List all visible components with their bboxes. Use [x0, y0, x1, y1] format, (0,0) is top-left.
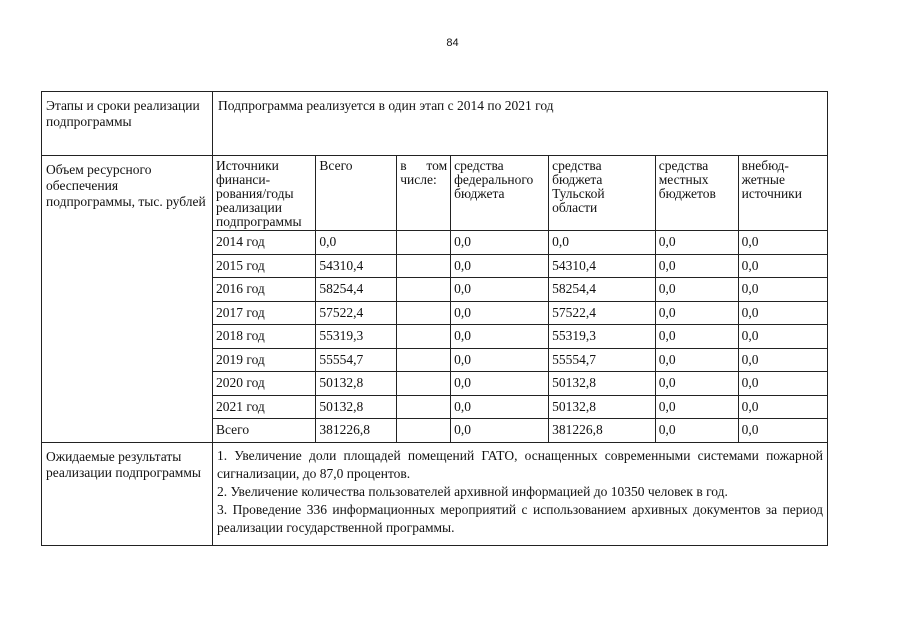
results-label: Ожидаемые результаты реализации подпрограммы: [46, 448, 201, 480]
header-including-line2: числе:: [400, 172, 437, 187]
result-item: 1. Увеличение доли площадей помещений ГАТО, оснащенных современными системами пожарной сигнализации, до 87,0 процентов.: [217, 447, 823, 481]
federal-cell: 0,0: [451, 372, 549, 396]
year-cell: 2017 год: [213, 301, 316, 325]
year-cell: 2021 год: [213, 395, 316, 419]
header-including: [397, 156, 451, 231]
header-total: Всего: [316, 156, 397, 231]
header-extra: внебюд-жетные источники: [738, 156, 827, 231]
header-including-left: в: [400, 158, 407, 173]
header-including-right: том: [426, 158, 448, 173]
federal-cell: 0,0: [451, 301, 549, 325]
funding-row: [213, 348, 827, 372]
local-cell: 0,0: [655, 325, 738, 349]
federal-cell: 0,0: [451, 278, 549, 302]
stages-row: [42, 92, 828, 156]
regional-cell: 57522,4: [549, 301, 656, 325]
extra-cell: 0,0: [738, 278, 827, 302]
including-cell: [397, 419, 451, 442]
local-cell: 0,0: [655, 395, 738, 419]
extra-cell: 0,0: [738, 301, 827, 325]
regional-cell: 0,0: [549, 231, 656, 255]
regional-cell: 58254,4: [549, 278, 656, 302]
federal-cell: 0,0: [451, 254, 549, 278]
year-cell: 2020 год: [213, 372, 316, 396]
federal-cell: 0,0: [451, 231, 549, 255]
funding-row: [213, 278, 827, 302]
regional-cell: 381226,8: [549, 419, 656, 442]
federal-cell: 0,0: [451, 395, 549, 419]
local-cell: 0,0: [655, 301, 738, 325]
stages-label: Этапы и сроки реализации подпрограммы: [46, 98, 200, 129]
header-regional: средства бюджета Тульской области: [549, 156, 656, 231]
header-federal: средства федерального бюджета: [451, 156, 549, 231]
local-cell: 0,0: [655, 419, 738, 442]
year-cell: 2016 год: [213, 278, 316, 302]
including-cell: [397, 301, 451, 325]
funding-table: [213, 156, 827, 442]
regional-cell: 54310,4: [549, 254, 656, 278]
local-cell: 0,0: [655, 278, 738, 302]
extra-cell: 0,0: [738, 348, 827, 372]
total-cell: 50132,8: [316, 395, 397, 419]
year-cell: 2018 год: [213, 325, 316, 349]
stages-value: Подпрограмма реализуется в один этап с 2014 по 2021 год: [218, 98, 554, 113]
including-cell: [397, 372, 451, 396]
federal-cell: 0,0: [451, 419, 549, 442]
subprogram-passport-table: [41, 91, 828, 546]
funding-table-body: [213, 156, 827, 442]
extra-cell: 0,0: [738, 325, 827, 349]
funding-row: [213, 301, 827, 325]
funding-header-row: [213, 156, 827, 231]
including-cell: [397, 278, 451, 302]
total-cell: 57522,4: [316, 301, 397, 325]
total-cell: 58254,4: [316, 278, 397, 302]
total-cell: 50132,8: [316, 372, 397, 396]
regional-cell: 50132,8: [549, 395, 656, 419]
header-source: Источники финанси-рования/годы реализации подпрограммы: [213, 156, 316, 231]
year-cell: Всего: [213, 419, 316, 442]
funding-row: [213, 372, 827, 396]
page-number: 84: [446, 37, 459, 49]
header-local: средства местных бюджетов: [655, 156, 738, 231]
extra-cell: 0,0: [738, 254, 827, 278]
regional-cell: 55554,7: [549, 348, 656, 372]
federal-cell: 0,0: [451, 348, 549, 372]
resources-label: Объем ресурсного обеспечения подпрограммы, тыс. рублей: [46, 162, 206, 209]
extra-cell: 0,0: [738, 419, 827, 442]
funding-row: [213, 254, 827, 278]
results-list: [213, 443, 827, 539]
result-item: 3. Проведение 336 информационных мероприятий с использованием архивных документов за период реализации государственной программы.: [217, 501, 823, 535]
regional-cell: 55319,3: [549, 325, 656, 349]
including-cell: [397, 348, 451, 372]
federal-cell: 0,0: [451, 325, 549, 349]
regional-cell: 50132,8: [549, 372, 656, 396]
local-cell: 0,0: [655, 348, 738, 372]
extra-cell: 0,0: [738, 372, 827, 396]
extra-cell: 0,0: [738, 395, 827, 419]
including-cell: [397, 395, 451, 419]
local-cell: 0,0: [655, 231, 738, 255]
total-cell: 55554,7: [316, 348, 397, 372]
local-cell: 0,0: [655, 372, 738, 396]
local-cell: 0,0: [655, 254, 738, 278]
total-cell: 0,0: [316, 231, 397, 255]
including-cell: [397, 254, 451, 278]
funding-row: [213, 231, 827, 255]
including-cell: [397, 325, 451, 349]
total-cell: 55319,3: [316, 325, 397, 349]
year-cell: 2015 год: [213, 254, 316, 278]
funding-row: [213, 395, 827, 419]
year-cell: 2014 год: [213, 231, 316, 255]
total-cell: 54310,4: [316, 254, 397, 278]
funding-row: [213, 419, 827, 442]
result-item: 2. Увеличение количества пользователей архивной информацией до 10350 человек в год.: [217, 483, 728, 499]
year-cell: 2019 год: [213, 348, 316, 372]
including-cell: [397, 231, 451, 255]
total-cell: 381226,8: [316, 419, 397, 442]
funding-row: [213, 325, 827, 349]
resources-row: [42, 156, 828, 443]
extra-cell: 0,0: [738, 231, 827, 255]
results-row: [42, 442, 828, 545]
